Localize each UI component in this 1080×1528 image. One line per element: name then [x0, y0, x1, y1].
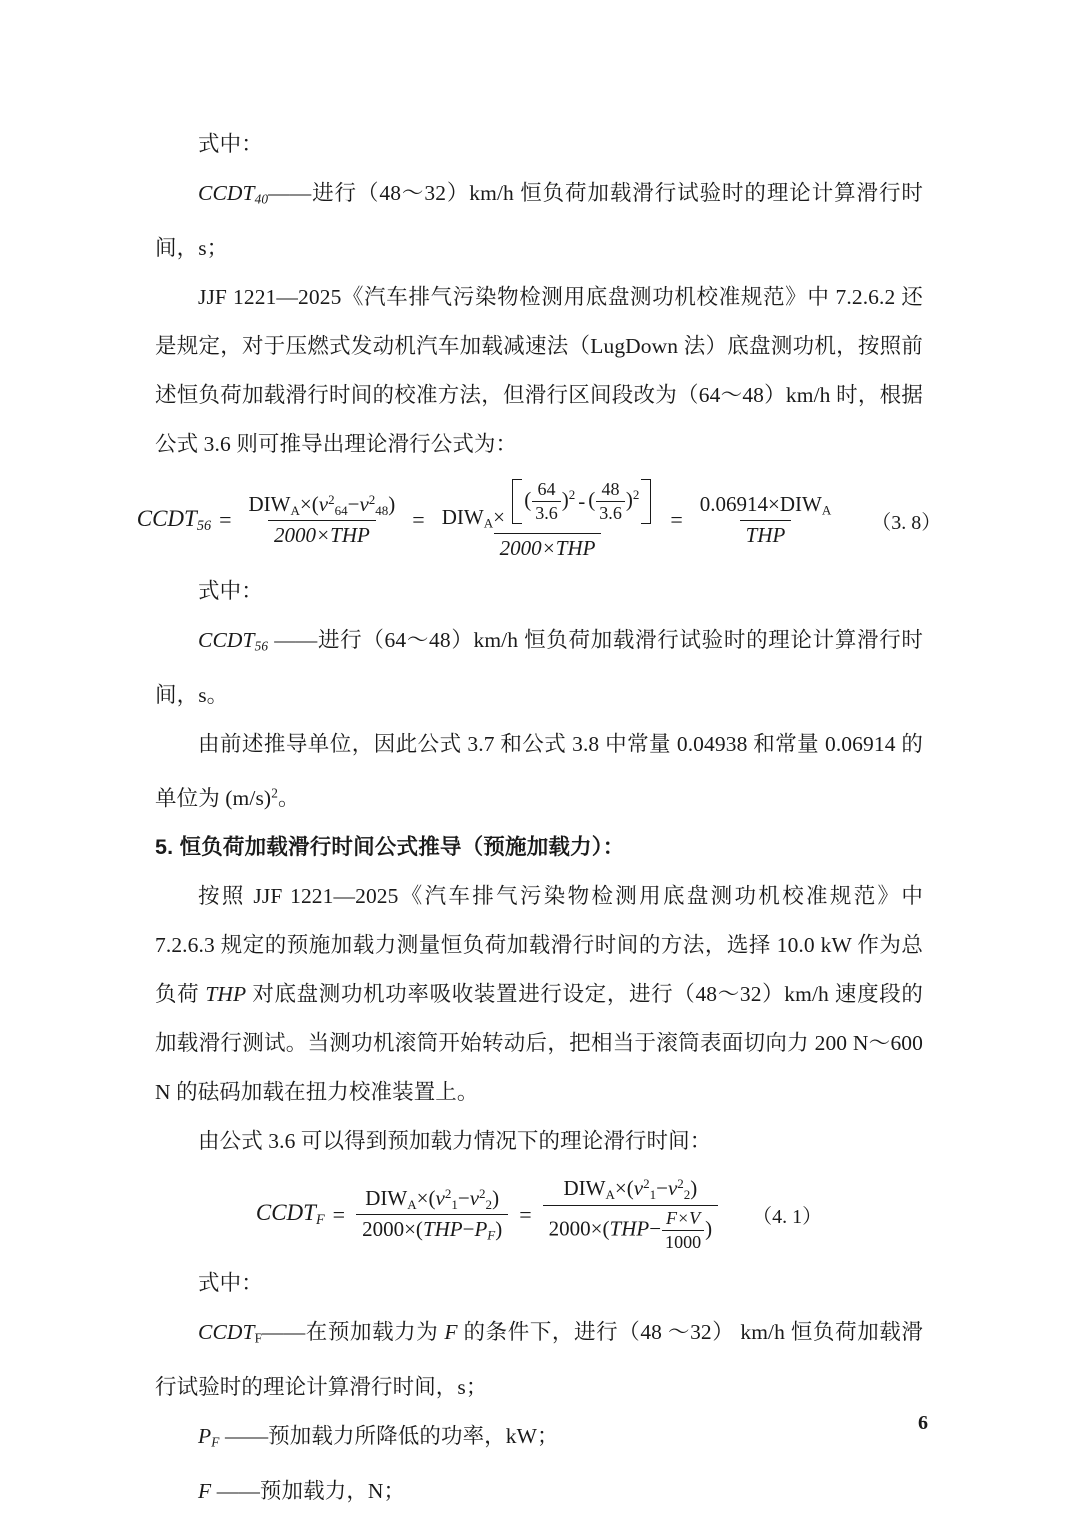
formula-4-1-equals-1: = [332, 1201, 346, 1227]
section5-text-a: 按照 JJF 1221—2025《汽车排气污染物检测用底盘测功机校准规范》中 7.2.6.3 规定的预施加载力测量恒负荷加载滑行时间的方法，选择 10.0 kW 作为总负荷 [155, 884, 923, 1007]
formula-3-8-term-3-denominator: THP [740, 520, 792, 548]
formula-3-8-square-bracket: ( $\frac{64}{3.6}$ )$^2$ - ( $\frac{48}{3.6}$ )$^2$ [510, 479, 653, 524]
symbol-f: F [198, 1478, 212, 1503]
formula-3-8-equals-1: = [219, 507, 232, 533]
formula-4-1-number: （4. 1） [752, 1206, 823, 1229]
formula-3-8-term-2-numerator: $DIW_A\times$ ( $\frac{64}{3.6}$ )$^2$ - ( $\frac{48}{3.6}$ )$^2$ [436, 479, 660, 534]
formula-3-8-minus: - [578, 488, 586, 513]
formula-4-1-equals-2: = [519, 1201, 532, 1227]
section5-text-b: 对底盘测功机功率吸收装置进行设定，进行（48～32）km/h 速度段的加载滑行测试。当测功机滚筒开始转动后，把相当于滚筒表面切向力 200 N～600 N 的砝码加载在扭力校准装置上。 [155, 982, 923, 1105]
formula-4-1-term-2 [540, 1176, 721, 1253]
symbol-f-inline: F [444, 1320, 458, 1345]
definition-f-text: ——预加载力，N； [216, 1478, 406, 1503]
definition-ccdtf-text-a: ——在预加载力为 [262, 1320, 445, 1345]
definition-ccdt56 [155, 616, 923, 720]
formula-3-8-equals-3: = [670, 507, 683, 533]
formula-3-8-lhs: $CCDT_{56}$ [136, 505, 212, 534]
fraction-fv-1000: $\frac{F\times V}{1000}$ [662, 1208, 704, 1253]
formula-3-8-equals-2: = [412, 507, 425, 533]
formula-3-8-term-1 [240, 492, 405, 549]
symbol-ccdtf: $CCDT_F$ [198, 1320, 263, 1346]
symbol-thp: THP [205, 982, 247, 1007]
unit-value: $(m/s)^2$。 [225, 786, 300, 811]
definition-ccdtf [155, 1308, 923, 1412]
paragraph-shizhong-3: 式中： [198, 1271, 263, 1296]
formula-4-1-term-2-numerator: $DIW_A\times(v^2_1-v^2_2)$ [563, 1176, 698, 1203]
formula-3-8-term-2-denominator: 2000×THP [494, 533, 602, 561]
symbol-ccdt56: $CCDT_{56}$ [198, 628, 269, 655]
symbol-pf: $P_F$ [198, 1423, 220, 1450]
bracket-left [512, 479, 522, 524]
definition-ccdtf-text-b: 的条件下，进行（48 ～32） km/h 恒负荷加载滑行试验时的理论计算滑行时间，s； [155, 1320, 923, 1399]
symbol-ccdt40: $CCDT_{40}$ [198, 181, 269, 207]
formula-4-1 [155, 1176, 923, 1253]
paragraph-formula-41-intro: 由公式 3.6 可以得到预加载力情况下的理论滑行时间： [198, 1129, 712, 1154]
formula-3-8-term-1-denominator: 2000×THP [268, 520, 376, 548]
fraction-64-36: $\frac{64}{3.6}$ [532, 479, 561, 524]
bracket-right [641, 479, 651, 524]
formula-3-8-term-1-numerator: $DIW_A\times(v^2_{64}-v^2_{48})$ [248, 491, 396, 518]
formula-4-1-term-1-denominator: $2000\times(THP-P_F)$ [356, 1214, 508, 1244]
paragraph-unit-derivation [155, 720, 923, 823]
formula-3-8-term-3 [691, 492, 840, 549]
paragraph-section-5-body [155, 872, 923, 1117]
definition-ccdt40-text: ——进行（48～32）km/h 恒负荷加载滑行试验时的理论计算滑行时间，s； [155, 181, 923, 260]
heading-section-5: 5. 恒负荷加载滑行时间公式推导（预施加载力）： [155, 835, 625, 860]
definition-ccdt40 [155, 169, 923, 273]
formula-4-1-term-1 [353, 1186, 511, 1244]
formula-4-1-lhs: $CCDT_F$ [255, 1200, 325, 1229]
formula-3-8-term-3-numerator: $0.06914\times DIW_A$ [699, 491, 832, 518]
definition-pf-text: ——预加载力所降低的功率，kW； [224, 1423, 559, 1448]
formula-3-8-number: （3. 8） [871, 511, 942, 534]
formula-4-1-term-1-numerator: $DIW_A\times(v^2_1-v^2_2)$ [365, 1185, 500, 1212]
page-content [136, 120, 942, 1516]
formula-3-8-term-2 [433, 479, 663, 562]
paragraph-jjf-7262: JJF 1221—2025《汽车排气污染物检测用底盘测功机校准规范》中 7.2.6.2 还是规定，对于压燃式发动机汽车加载减速法（LugDown 法）底盘测功机，按照前述恒负荷加载滑行时间的校准方法，但滑行区间段改为（64～48）km/h 时，根据公式 3.6 则可推导出理论滑行公式为： [155, 284, 923, 456]
paragraph-shizhong-2: 式中： [198, 579, 263, 604]
fraction-48-36: $\frac{48}{3.6}$ [596, 479, 625, 524]
paragraph-shizhong-1: 式中： [198, 132, 263, 156]
page-number: 6 [918, 1412, 928, 1434]
formula-3-8 [136, 478, 942, 562]
definition-ccdt56-text: ——进行（64～48）km/h 恒负荷加载滑行试验时的理论计算滑行时间，s。 [155, 628, 923, 708]
unit-text-a: 由前述推导单位，因此公式 3.7 和公式 3.8 中常量 0.04938 和常量 0.06914 的单位为 [155, 732, 923, 811]
definition-f [155, 1467, 923, 1516]
definition-pf [155, 1412, 923, 1467]
formula-4-1-term-2-denominator: 2000×(THP− $\frac{F\times V}{1000}$ ) [543, 1205, 718, 1253]
